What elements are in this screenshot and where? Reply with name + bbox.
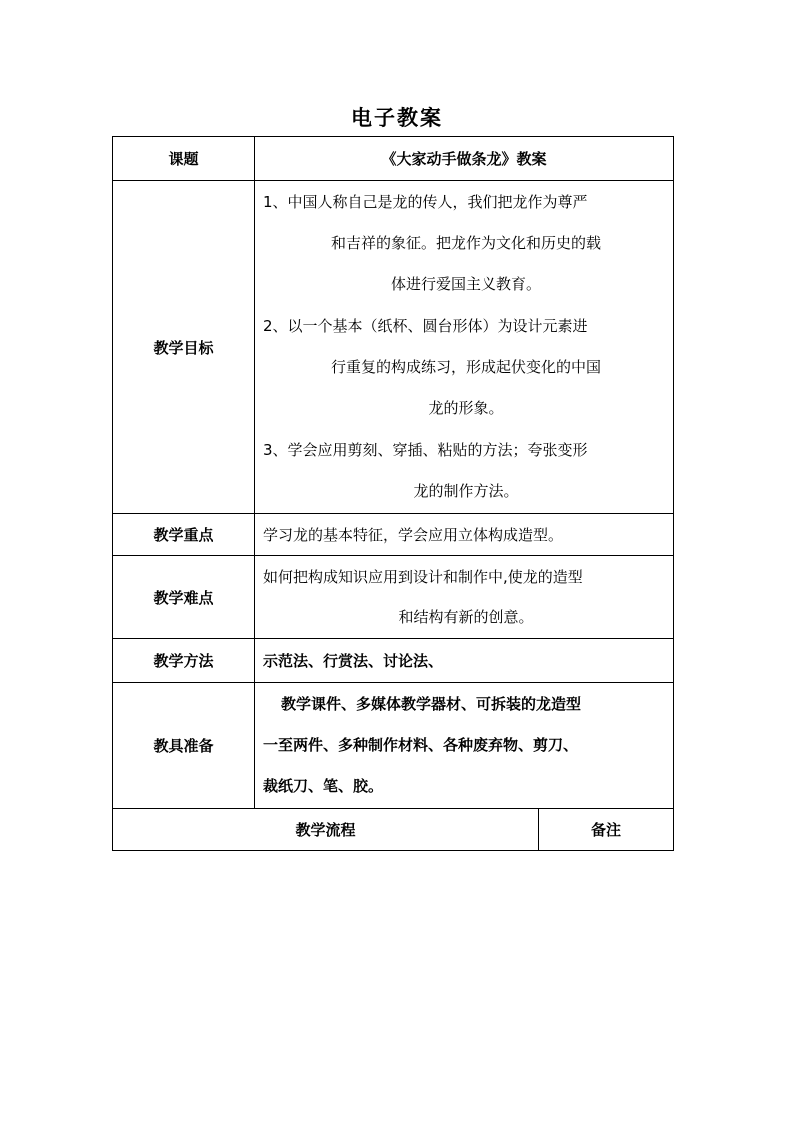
tools-line: 一至两件、多种制作材料、各种废弃物、剪刀、 — [263, 735, 579, 754]
row-key-points — [113, 514, 674, 556]
goals-label: 教学目标 — [113, 181, 255, 514]
document-title: 电子教案 — [351, 106, 443, 130]
topic-label: 课题 — [113, 137, 255, 181]
difficulties-label: 教学难点 — [113, 556, 255, 639]
goals-line: 2、以一个基本（纸杯、圆台形体）为设计元素进 — [263, 316, 588, 335]
tools-content — [255, 683, 674, 809]
difficulties-line: 如何把构成知识应用到设计和制作中,使龙的造型 — [263, 568, 583, 586]
row-topic — [113, 137, 674, 181]
difficulties-line: 和结构有新的创意。 — [398, 608, 534, 626]
lesson-plan-table — [112, 136, 674, 851]
difficulties-content — [255, 556, 674, 639]
goals-line: 龙的形象。 — [428, 399, 504, 418]
row-difficulties — [113, 556, 674, 639]
goals-line: 3、学会应用剪刻、穿插、粘贴的方法；夸张变形 — [263, 440, 588, 459]
goals-line: 龙的制作方法。 — [413, 481, 519, 500]
process-label: 教学流程 — [113, 809, 539, 851]
goals-line: 和吉祥的象征。把龙作为文化和历史的载 — [331, 234, 602, 253]
goals-content — [255, 181, 674, 514]
row-methods — [113, 639, 674, 683]
methods-label: 教学方法 — [113, 639, 255, 683]
key-points-value: 学习龙的基本特征，学会应用立体构成造型。 — [255, 514, 674, 556]
tools-label: 教具准备 — [113, 683, 255, 809]
row-goals — [113, 181, 674, 514]
topic-value: 《大家动手做条龙》教案 — [255, 137, 674, 181]
goals-line: 1、中国人称自己是龙的传人，我们把龙作为尊严 — [263, 192, 588, 211]
key-points-label: 教学重点 — [113, 514, 255, 556]
tools-line: 教学课件、多媒体教学器材、可拆装的龙造型 — [281, 694, 582, 713]
goals-line: 行重复的构成练习，形成起伏变化的中国 — [331, 358, 602, 376]
row-tools — [113, 683, 674, 809]
goals-line: 体进行爱国主义教育。 — [391, 275, 542, 294]
row-footer — [113, 809, 674, 851]
tools-line: 裁纸刀、笔、胶。 — [263, 777, 384, 796]
methods-value: 示范法、行赏法、讨论法、 — [255, 639, 674, 683]
notes-label: 备注 — [539, 809, 674, 851]
